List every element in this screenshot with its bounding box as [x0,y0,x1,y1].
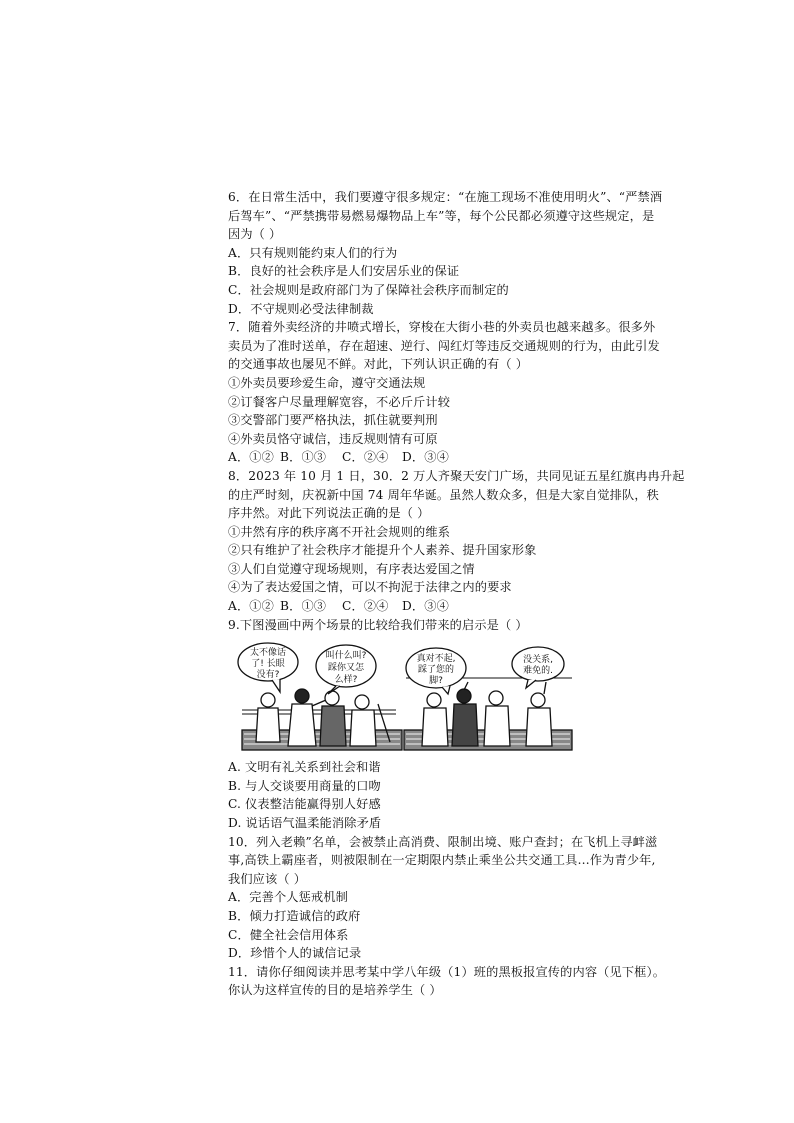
q7-item-4: ④外卖员恪守诚信，违反规则情有可原 [228,431,438,446]
q7-item-1: ①外卖员要珍爱生命，遵守交通法规 [228,375,426,390]
q10-stem-line: 10．列入老赖”名单，会被禁止高消费、限制出境、账户查封；在飞机上寻衅滋 [228,834,658,849]
q6-stem-line: 后驾车”、“严禁携带易燃易爆物品上车”等，每个公民都必须遵守这些规定，是 [228,208,655,223]
question-8 [228,467,685,616]
q6-option-a[interactable]: A．只有规则能约束人们的行为 [228,245,398,260]
q7-choice-b[interactable]: B．①③ [280,450,327,465]
q9-option-c[interactable]: C. 仪表整洁能赢得别人好感 [228,797,381,812]
q9-option-a[interactable]: A. 文明有礼关系到社会和谐 [228,760,381,775]
bubble-3-line-2: 踩了您的 [417,665,455,676]
q8-item-2: ②只有维护了社会秩序才能提升个人素养、提升国家形象 [228,543,537,558]
q8-choices [228,597,606,616]
q9-option-b[interactable]: B. 与人交谈要用商量的口吻 [228,778,381,793]
q7-choice-c[interactable]: C．②④ [342,450,389,465]
bubble-1-line-3: 没有? [256,670,280,681]
q8-stem-line: 的庄严时刻，庆祝新中国 74 周年华诞。虽然人数众多，但是大家自觉排队，秩 [228,487,659,502]
q8-item-3: ③人们自觉遵守现场规则，有序表达爱国之情 [228,561,475,576]
q7-item-2: ②订餐客户尽量理解宽容，不必斤斤计较 [228,394,451,409]
bubble-2-line-2: 踩你又怎 [327,663,365,674]
q7-choices [228,448,606,467]
q7-stem-line: 7．随着外卖经济的井喷式增长，穿梭在大街小巷的外卖员也越来越多。很多外 [228,320,656,335]
question-9 [228,616,606,833]
q8-choice-a[interactable]: A．①② [228,599,274,614]
q6-option-b[interactable]: B．良好的社会秩序是人们安居乐业的保证 [228,264,460,279]
question-10 [228,833,658,963]
comic-illustration [228,642,606,752]
q8-choice-d[interactable]: D．③④ [402,599,449,614]
bubble-2-line-3: 么样? [334,675,358,686]
bubble-4-line-2: 难免的. [523,666,553,677]
q6-stem-line: 6．在日常生活中，我们要遵守很多规定：“在施工现场不准使用明火”、“严禁酒 [228,190,663,204]
q8-item-4: ④为了表达爱国之情，可以不拘泥于法律之内的要求 [228,580,512,595]
q8-choice-c[interactable]: C．②④ [342,599,389,614]
question-6 [228,188,663,318]
q10-option-b[interactable]: B．倾力打造诚信的政府 [228,909,361,923]
q8-stem-line: 8．2023 年 10 月 1 日，30．2 万人齐聚天安门广场，共同见证五星红旗冉冉升起 [228,468,685,483]
bubble-2-line-1: 叫什么叫? [325,651,367,662]
q8-item-1: ①井然有序的秩序离不开社会规则的维系 [228,524,451,539]
bubble-1-line-1: 太不像话 [249,648,287,659]
q7-stem-line: 卖员为了准时送单，存在超速、逆行、闯红灯等违反交通规则的行为，由此引发 [228,338,660,353]
q10-option-d[interactable]: D．珍惜个人的诚信记录 [228,946,362,961]
q11-stem-line: 你认为这样宣传的目的是培养学生（ ） [228,983,442,998]
q10-stem-line: 事,高铁上霸座者，则被限制在一定期限内禁止乘坐公共交通工具…作为青少年, [228,853,656,868]
q10-option-a[interactable]: A．完善个人惩戒机制 [228,890,348,905]
bubble-3-line-3: 脚? [429,676,443,687]
q10-option-c[interactable]: C．健全社会信用体系 [228,927,349,942]
q7-choice-a[interactable]: A．①② [228,450,274,465]
bubble-1-line-2: 了! 长眼 [251,659,285,670]
bubble-4-line-1: 没关系, [523,655,553,666]
comic-svg [228,642,608,754]
q7-stem-line: 的交通事故也屡见不鲜。对此，下列认识正确的有（ ） [228,357,529,372]
question-7 [228,318,660,467]
bubble-3-line-1: 真对不起, [416,654,456,665]
q8-stem-line: 序井然。对此下列说法正确的是（ ） [228,506,430,521]
q6-option-d[interactable]: D．不守规则必受法律制裁 [228,301,374,316]
q11-stem-line: 11．请你仔细阅读并思考某中学八年级（1）班的黑板报宣传的内容（见下框）。 [228,964,666,979]
q8-choice-b[interactable]: B．①③ [280,599,327,614]
q9-option-d[interactable]: D. 说话语气温柔能消除矛盾 [228,816,382,831]
q6-stem-line: 因为（ ） [228,227,282,242]
question-11 [228,963,666,1000]
exam-page [228,188,685,1000]
q7-choice-d[interactable]: D．③④ [402,450,449,465]
q10-stem-line: 我们应该（ ） [228,871,307,886]
q7-item-3: ③交警部门要严格执法，抓住就要判刑 [228,413,438,428]
q9-stem: 9.下图漫画中两个场景的比较给我们带来的启示是（ ） [228,617,528,632]
q6-option-c[interactable]: C．社会规则是政府部门为了保障社会秩序而制定的 [228,282,509,297]
